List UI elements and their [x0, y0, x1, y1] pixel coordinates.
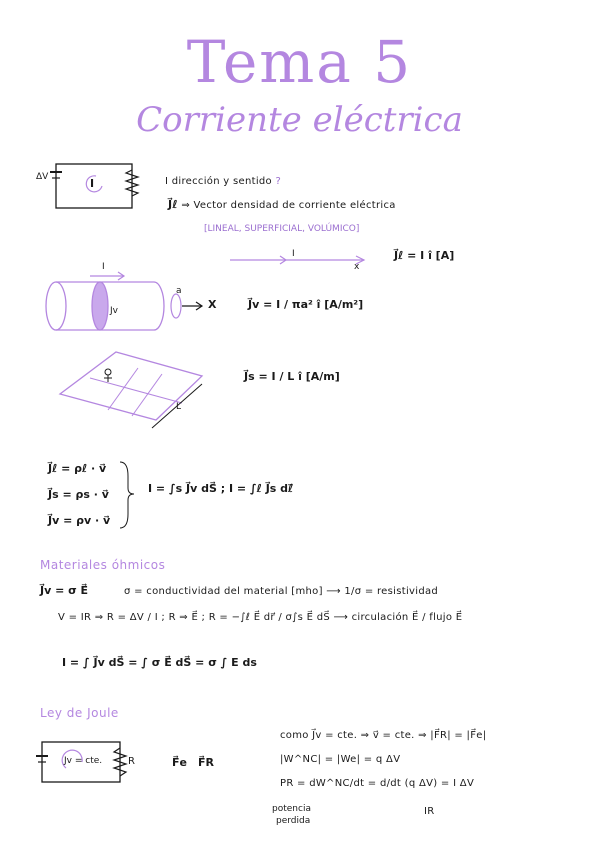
js-equation: J⃗s = I / L î [A/m]: [244, 370, 340, 383]
joule-fe-label: F⃗e: [172, 756, 187, 769]
joule-line-3: PR = dW^NC/dt = d/dt (q ΔV) = I ΔV: [280, 778, 475, 789]
intro-vector-text: ⇒ Vector densidad de corriente eléctrica: [181, 200, 396, 211]
cylinder-jv-label: Jv: [110, 306, 118, 316]
joule-r-label: R: [128, 756, 136, 767]
cylinder-i-label: I: [102, 262, 105, 272]
joule-line-1: como J⃗v = cte. ⇒ v⃗ = cte. ⇒ |F⃗R| = |F⃗e|: [280, 730, 487, 741]
joule-perdida-label: perdida: [276, 816, 311, 826]
jl-equation: J⃗ℓ = I î [A]: [394, 249, 455, 262]
relation-surface: J⃗s = ρs · v⃗: [48, 488, 109, 501]
joule-fr-label: F⃗R: [198, 756, 214, 769]
cylinder-a-label: a: [176, 286, 182, 296]
relation-volumic: J⃗v = ρv · v⃗: [48, 514, 111, 527]
cylinder-x-label: X: [208, 298, 217, 311]
intro-line-vector: [168, 198, 396, 211]
sigma-definition: σ = conductividad del material [mho] ⟶ 1/σ = resistividad: [124, 586, 439, 597]
jv-equation: J⃗v = I / πa² î [A/m²]: [248, 298, 364, 311]
section-ohmic-heading: Materiales óhmicos: [40, 558, 166, 572]
cylinder-diagram: [40, 262, 230, 346]
intro-types: [LINEAL, SUPERFICIAL, VOLÚMICO]: [204, 224, 360, 234]
surface-plane-diagram: [52, 348, 242, 438]
section-joule-heading: Ley de Joule: [40, 706, 119, 720]
joule-jv-label: Jv = cte.: [64, 756, 103, 766]
axis-x-label: x: [354, 262, 360, 272]
jl-symbol: J⃗ℓ: [168, 198, 178, 211]
circuit-dv-label: ΔV: [36, 172, 49, 182]
intro-circuit-diagram: [30, 158, 140, 214]
page-subtitle: Corriente eléctrica: [136, 100, 463, 140]
relations-brace: [118, 460, 134, 530]
ohm-law: J⃗v = σ E⃗: [40, 584, 89, 597]
relation-linear: J⃗ℓ = ρℓ · v⃗: [48, 462, 107, 475]
intro-line-direction: I dirección y sentido ?: [165, 176, 282, 187]
circuit-i-label: I: [90, 177, 95, 190]
resistance-relations: V = IR ⇒ R = ΔV / I ; R ⇒ E⃗ ; R = −∫ℓ E⃗ dr⃗ / σ∫s E⃗ dS⃗ ⟶ circulación E⃗ / flujo E⃗: [58, 612, 463, 623]
joule-line-2: |W^NC| = |We| = q ΔV: [280, 754, 401, 765]
joule-ir-label: IR: [424, 806, 435, 817]
axis-i-label: I: [292, 249, 295, 259]
current-integrals: I = ∫s J⃗v dS⃗ ; I = ∫ℓ J⃗s dℓ⃗: [148, 482, 294, 495]
page-title: Tema 5: [186, 28, 413, 96]
current-integral-sigma: I = ∫ J⃗v dS⃗ = ∫ σ E⃗ dS⃗ = σ ∫ E ds: [62, 656, 257, 669]
joule-potencia-label: potencia: [272, 804, 311, 814]
plane-l-label: L: [176, 402, 182, 412]
question-mark: ?: [275, 176, 282, 187]
